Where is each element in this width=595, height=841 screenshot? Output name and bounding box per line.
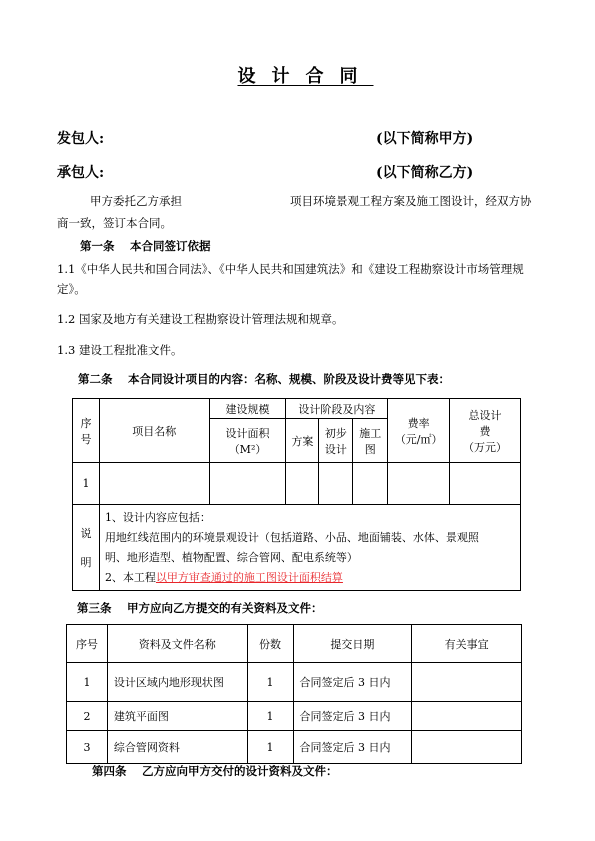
header-seq-no: 序号 <box>67 625 108 663</box>
table-row <box>73 463 521 505</box>
intro-part1: 甲方委托乙方承担 <box>90 194 182 208</box>
party-b-label: 承包人: <box>57 165 105 181</box>
table-row: 3 综合管网资料 1 合同签定后 3 日内 <box>67 731 522 764</box>
intro-part2: 项目环境景观工程方案及施工图设计，经双方协 <box>290 194 532 208</box>
header-doc-name: 资料及文件名称 <box>107 625 247 663</box>
article-3-heading: 第三条 甲方应向乙方提交的有关资料及文件： <box>77 601 323 615</box>
article-1-heading: 第一条 本合同签订依据 <box>80 239 211 253</box>
header-total-fee: 总设计 费 （万元） <box>450 399 521 463</box>
header-rate: 费率 （元/㎡） <box>388 399 450 463</box>
header-design-area: 设计面积 （M²） <box>209 419 286 463</box>
documents-header-row <box>67 625 522 663</box>
article-4-heading: 第四条 乙方应向甲方交付的设计资料及文件： <box>92 764 338 778</box>
header-construction: 施工 图 <box>353 419 388 463</box>
clause-1-1-line1: 1.1《中华人民共和国合同法》、《中华人民共和国建筑法》和《建设工程勘察设计市场管理规 <box>57 262 524 276</box>
party-a-note: (以下简称甲方) <box>376 131 474 147</box>
row-seq: 1 <box>73 463 100 505</box>
description-content: 1、设计内容应包括： 用地红线范围内的环境景观设计（包括道路、小品、地面铺装、水体、景观照 明、地形造型、植物配置、综合管网、配电系统等） 2、本工程以甲方审查通过的施工图设计面积结算 <box>99 505 520 591</box>
header-remarks: 有关事宜 <box>412 625 522 663</box>
documents-table <box>66 624 522 764</box>
clause-1-3: 1.3 建设工程批准文件。 <box>57 343 183 357</box>
header-preliminary: 初步 设计 <box>319 419 353 463</box>
clause-1-2: 1.2 国家及地方有关建设工程勘察设计管理法规和规章。 <box>57 312 344 326</box>
design-project-table <box>72 398 521 591</box>
header-copies: 份数 <box>247 625 293 663</box>
clause-1-1-line2: 定》。 <box>57 282 86 296</box>
header-scale: 建设规模 <box>209 399 286 419</box>
table-row: 1 设计区域内地形现状图 1 合同签定后 3 日内 <box>67 663 522 702</box>
page-title: 设计合同 <box>237 66 374 87</box>
party-a-label: 发包人: <box>57 131 105 147</box>
table-row: 2 建筑平面图 1 合同签定后 3 日内 <box>67 702 522 731</box>
article-2-heading: 第二条 本合同设计项目的内容：名称、规模、阶段及设计费等见下表： <box>78 372 450 386</box>
header-seq: 序 号 <box>73 399 100 463</box>
intro-line2: 商一致，签订本合同。 <box>57 216 172 230</box>
header-submit-date: 提交日期 <box>293 625 412 663</box>
party-b-note: (以下简称乙方) <box>376 165 474 181</box>
description-label: 说 明 <box>73 505 100 591</box>
highlighted-text: 以甲方审查通过的施工图设计面积结算 <box>155 570 343 584</box>
header-stage: 设计阶段及内容 <box>286 399 388 419</box>
header-scheme: 方案 <box>286 419 319 463</box>
header-project-name: 项目名称 <box>99 399 209 463</box>
